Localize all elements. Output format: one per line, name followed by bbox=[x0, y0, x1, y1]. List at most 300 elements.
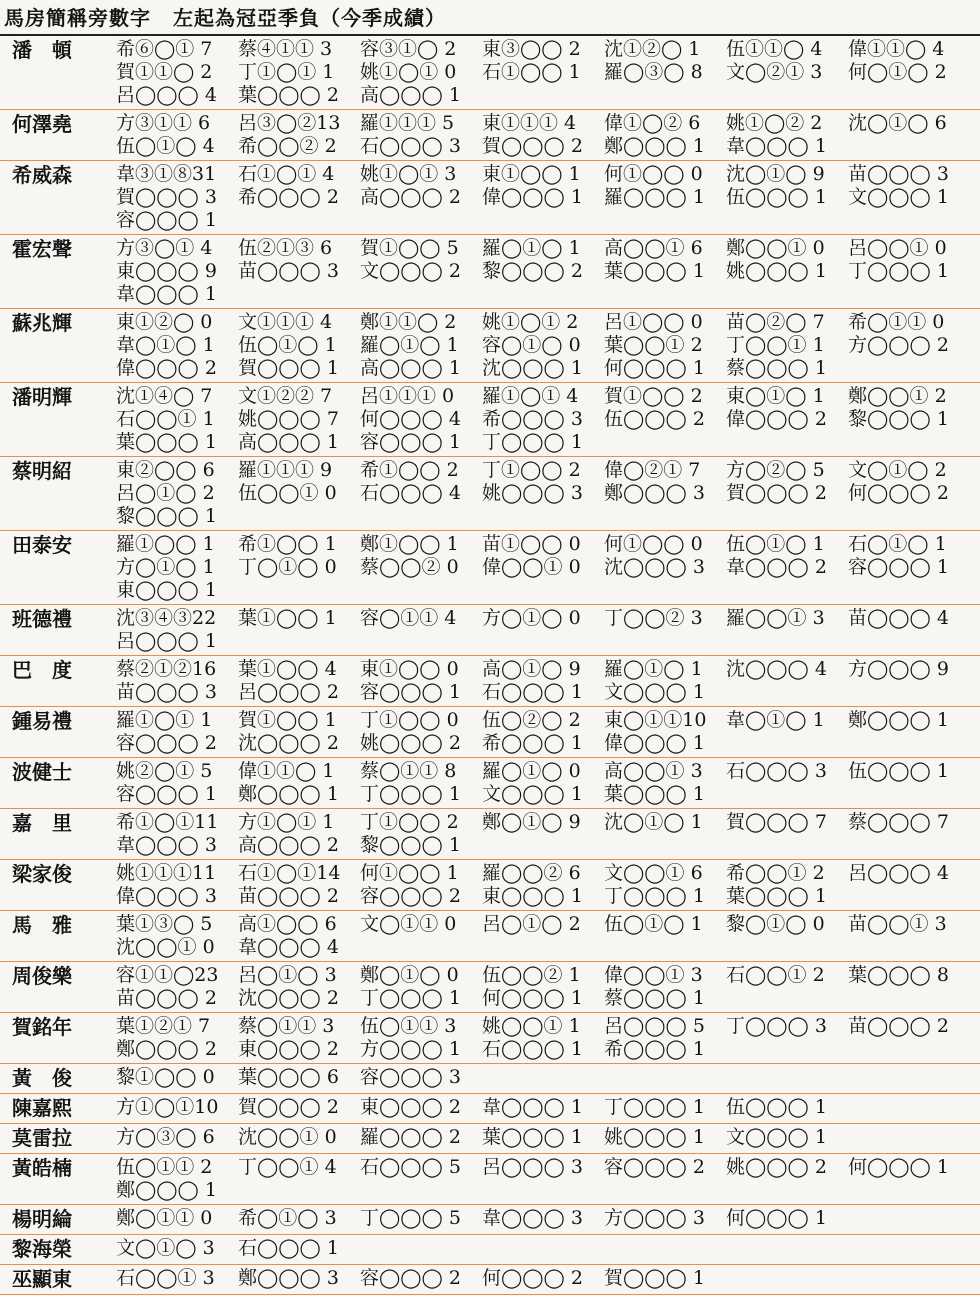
stable-stat: 丁◯◯◯ 1 bbox=[604, 1096, 705, 1118]
stable-stat: 丁①◯◯ 2 bbox=[360, 811, 459, 833]
stable-stat: 葉①③◯ 5 bbox=[116, 913, 213, 935]
stable-stat: 容◯◯◯ 2 bbox=[116, 732, 217, 754]
stable-stat: 希◯①◯ 3 bbox=[238, 1207, 337, 1229]
jockey-table bbox=[0, 36, 980, 1295]
jockey-row bbox=[0, 1013, 980, 1064]
stable-stat: 文◯◯◯ 1 bbox=[482, 783, 583, 805]
stable-stat: 姚◯◯◯ 1 bbox=[604, 1126, 705, 1148]
jockey-stats bbox=[116, 658, 980, 704]
jockey-name: 嘉 里 bbox=[12, 811, 72, 835]
stable-stat: 沈◯◯◯ 4 bbox=[726, 658, 827, 680]
jockey-stats bbox=[116, 38, 980, 107]
jockey-row bbox=[0, 235, 980, 309]
stable-stat: 賀◯◯◯ 3 bbox=[116, 186, 217, 208]
stable-stat: 賀◯◯◯ 2 bbox=[238, 1096, 339, 1118]
stable-stat: 葉◯◯◯ 1 bbox=[116, 431, 217, 453]
stable-stat: 葉①◯◯ 1 bbox=[238, 607, 337, 629]
stable-stat: 苗◯◯◯ 3 bbox=[116, 681, 217, 703]
stable-stat: 容◯①① 4 bbox=[360, 607, 457, 629]
jockey-row bbox=[0, 110, 980, 161]
stable-stat: 石◯◯◯ 4 bbox=[360, 482, 461, 504]
stable-stat: 希◯◯◯ 3 bbox=[482, 408, 583, 430]
jockey-stats bbox=[116, 112, 980, 158]
stable-stat: 方①◯①10 bbox=[116, 1096, 219, 1118]
stable-stat: 黎◯◯◯ 1 bbox=[360, 834, 461, 856]
jockey-stats bbox=[116, 607, 980, 653]
stable-stat: 黎◯◯◯ 2 bbox=[482, 260, 583, 282]
stable-stat: 文①②② 7 bbox=[238, 385, 333, 407]
stable-stat: 石◯◯◯ 1 bbox=[482, 681, 583, 703]
jockey-stats bbox=[116, 1015, 980, 1061]
jockey-row bbox=[0, 531, 980, 605]
stable-stat: 偉◯◯◯ 1 bbox=[482, 186, 583, 208]
stable-stat: 容◯◯◯ 1 bbox=[116, 209, 217, 231]
jockey-name: 波健士 bbox=[12, 760, 72, 784]
stable-stat: 姚①◯② 2 bbox=[726, 112, 823, 134]
stable-stat: 蔡②①②16 bbox=[116, 658, 217, 680]
stable-stat: 何◯◯◯ 2 bbox=[482, 1267, 583, 1289]
stable-stat: 蔡◯◯② 0 bbox=[360, 556, 459, 578]
stable-stat: 韋③①⑧31 bbox=[116, 163, 217, 185]
stable-stat: 東◯◯◯ 2 bbox=[238, 1038, 339, 1060]
stable-stat: 葉◯◯◯ 1 bbox=[482, 1126, 583, 1148]
jockey-name: 巴 度 bbox=[12, 658, 72, 682]
stable-stat: 伍◯◯② 1 bbox=[482, 964, 581, 986]
stable-stat: 方①◯① 1 bbox=[238, 811, 335, 833]
stable-stat: 蔡◯◯◯ 1 bbox=[726, 357, 827, 379]
stable-stat: 韋◯◯◯ 3 bbox=[482, 1207, 583, 1229]
stable-stat: 何◯◯◯ 1 bbox=[726, 1207, 827, 1229]
stable-stat: 東◯◯◯ 9 bbox=[116, 260, 217, 282]
stable-stat: 呂◯◯◯ 2 bbox=[238, 681, 339, 703]
stable-stat: 賀◯◯◯ 7 bbox=[726, 811, 827, 833]
stable-stat: 羅◯①◯ 1 bbox=[604, 658, 703, 680]
stable-stat: 姚◯◯① 1 bbox=[482, 1015, 581, 1037]
jockey-name: 馬 雅 bbox=[12, 913, 72, 937]
jockey-name: 賀銘年 bbox=[12, 1015, 72, 1039]
stable-stat: 希⑥◯① 7 bbox=[116, 38, 213, 60]
stable-stat: 沈①②◯ 1 bbox=[604, 38, 701, 60]
stable-stat: 何◯◯◯ 4 bbox=[360, 408, 461, 430]
jockey-stats bbox=[116, 1156, 980, 1202]
stable-stat: 羅①◯① 4 bbox=[482, 385, 579, 407]
jockey-row bbox=[0, 1235, 980, 1265]
stable-stat: 葉①②① 7 bbox=[116, 1015, 211, 1037]
stable-stat: 丁◯◯◯ 1 bbox=[360, 783, 461, 805]
jockey-stats bbox=[116, 459, 980, 528]
stable-stat: 姚◯◯◯ 7 bbox=[238, 408, 339, 430]
stable-stat: 賀◯◯◯ 1 bbox=[604, 1267, 705, 1289]
stable-stat: 韋◯◯◯ 4 bbox=[238, 936, 339, 958]
stable-stat: 伍◯①◯ 1 bbox=[604, 913, 703, 935]
stable-stat: 葉◯◯① 2 bbox=[604, 334, 703, 356]
jockey-row bbox=[0, 383, 980, 457]
stable-stat: 丁◯◯◯ 1 bbox=[482, 431, 583, 453]
jockey-row bbox=[0, 457, 980, 531]
stable-stat: 沈◯◯◯ 3 bbox=[604, 556, 705, 578]
stable-stat: 沈③④③22 bbox=[116, 607, 217, 629]
stable-stat: 東②◯◯ 6 bbox=[116, 459, 215, 481]
stable-stat: 羅◯①◯ 1 bbox=[360, 334, 459, 356]
stable-stat: 容◯◯◯ 2 bbox=[604, 1156, 705, 1178]
jockey-row bbox=[0, 962, 980, 1013]
stable-stat: 文◯◯① 6 bbox=[604, 862, 703, 884]
stable-stat: 姚①◯① 2 bbox=[482, 311, 579, 333]
stable-stat: 羅◯◯◯ 2 bbox=[360, 1126, 461, 1148]
stable-stat: 韋◯◯◯ 3 bbox=[116, 834, 217, 856]
stable-stat: 葉◯◯◯ 1 bbox=[604, 260, 705, 282]
stable-stat: 何◯◯◯ 1 bbox=[604, 357, 705, 379]
stable-stat: 方◯◯◯ 1 bbox=[360, 1038, 461, 1060]
stable-stat: 姚①◯① 0 bbox=[360, 61, 457, 83]
stable-stat: 黎①◯◯ 0 bbox=[116, 1066, 215, 1088]
stable-stat: 鄭◯◯① 0 bbox=[726, 237, 825, 259]
jockey-row bbox=[0, 1265, 980, 1295]
stable-stat: 石◯◯① 2 bbox=[726, 964, 825, 986]
jockey-row bbox=[0, 809, 980, 860]
stable-stat: 苗◯◯◯ 4 bbox=[848, 607, 949, 629]
stable-stat: 呂①◯◯ 0 bbox=[604, 311, 703, 333]
stable-stat: 高◯◯① 6 bbox=[604, 237, 703, 259]
stable-stat: 高◯◯◯ 1 bbox=[360, 357, 461, 379]
stable-stat: 東①②◯ 0 bbox=[116, 311, 213, 333]
stable-stat: 何①◯◯ 0 bbox=[604, 533, 703, 555]
jockey-row bbox=[0, 1205, 980, 1235]
stable-stat: 高◯①◯ 9 bbox=[482, 658, 581, 680]
stable-stat: 葉◯◯◯ 8 bbox=[848, 964, 949, 986]
stable-stat: 賀①◯◯ 5 bbox=[360, 237, 459, 259]
stable-stat: 丁①◯◯ 0 bbox=[360, 709, 459, 731]
stable-stat: 希◯◯◯ 2 bbox=[238, 186, 339, 208]
stable-stat: 丁◯◯① 1 bbox=[726, 334, 825, 356]
stable-stat: 呂◯◯◯ 3 bbox=[482, 1156, 583, 1178]
stable-stat: 鄭◯◯◯ 1 bbox=[238, 783, 339, 805]
stable-stat: 韋◯①◯ 1 bbox=[726, 709, 825, 731]
stable-stat: 何◯◯◯ 1 bbox=[848, 1156, 949, 1178]
stable-stat: 文①①① 4 bbox=[238, 311, 333, 333]
page-subtitle: 左起為冠亞季負（今季成績） bbox=[173, 6, 446, 30]
stable-stat: 韋◯①◯ 1 bbox=[116, 334, 215, 356]
stable-stat: 石◯◯① 1 bbox=[116, 408, 215, 430]
stable-stat: 何①◯◯ 1 bbox=[360, 862, 459, 884]
stable-stat: 希①◯◯ 1 bbox=[238, 533, 337, 555]
stable-stat: 羅◯◯① 3 bbox=[726, 607, 825, 629]
stable-stat: 姚◯◯◯ 1 bbox=[726, 260, 827, 282]
stable-stat: 偉◯◯① 0 bbox=[482, 556, 581, 578]
stable-stat: 偉①◯② 6 bbox=[604, 112, 701, 134]
stable-stat: 伍◯◯◯ 1 bbox=[726, 1096, 827, 1118]
stable-stat: 沈①④◯ 7 bbox=[116, 385, 213, 407]
stable-stat: 石◯◯◯ 3 bbox=[726, 760, 827, 782]
stable-stat: 希◯◯② 2 bbox=[238, 135, 337, 157]
jockey-row bbox=[0, 1094, 980, 1124]
stable-stat: 方◯◯◯ 9 bbox=[848, 658, 949, 680]
stable-stat: 東◯◯◯ 1 bbox=[482, 885, 583, 907]
stable-stat: 苗◯◯◯ 2 bbox=[116, 987, 217, 1009]
stable-stat: 方◯①◯ 0 bbox=[482, 607, 581, 629]
stable-stat: 鄭◯①◯ 9 bbox=[482, 811, 581, 833]
jockey-row bbox=[0, 1064, 980, 1094]
jockey-stats bbox=[116, 237, 980, 306]
page-header bbox=[0, 0, 980, 36]
stable-stat: 苗◯◯① 3 bbox=[848, 913, 947, 935]
jockey-name: 蘇兆輝 bbox=[12, 311, 72, 335]
jockey-name: 黎海榮 bbox=[12, 1237, 72, 1261]
stable-stat: 黎◯①◯ 0 bbox=[726, 913, 825, 935]
stable-stat: 沈◯◯① 0 bbox=[238, 1126, 337, 1148]
stable-stat: 容◯◯◯ 3 bbox=[360, 1066, 461, 1088]
jockey-name: 何澤堯 bbox=[12, 112, 72, 136]
stable-stat: 羅◯◯② 6 bbox=[482, 862, 581, 884]
stable-stat: 石◯◯◯ 3 bbox=[360, 135, 461, 157]
jockey-stats bbox=[116, 964, 980, 1010]
stable-stat: 沈◯①◯ 1 bbox=[604, 811, 703, 833]
jockey-row bbox=[0, 1124, 980, 1154]
stable-stat: 希①◯◯ 2 bbox=[360, 459, 459, 481]
stable-stat: 呂◯①◯ 2 bbox=[482, 913, 581, 935]
jockey-row bbox=[0, 605, 980, 656]
stable-stat: 文◯◯◯ 1 bbox=[848, 186, 949, 208]
jockey-name: 梁家俊 bbox=[12, 862, 72, 886]
stable-stat: 方◯①◯ 1 bbox=[116, 556, 215, 578]
jockey-stats bbox=[116, 760, 980, 806]
stable-stat: 鄭◯◯◯ 1 bbox=[116, 1179, 217, 1201]
stable-stat: 伍②①③ 6 bbox=[238, 237, 333, 259]
stable-stat: 容①①◯23 bbox=[116, 964, 219, 986]
stable-stat: 呂①①① 0 bbox=[360, 385, 455, 407]
stable-stat: 賀◯◯◯ 2 bbox=[726, 482, 827, 504]
stable-stat: 東③◯◯ 2 bbox=[482, 38, 581, 60]
stable-stat: 容◯◯◯ 2 bbox=[360, 1267, 461, 1289]
stable-stat: 呂◯◯◯ 4 bbox=[848, 862, 949, 884]
stable-stat: 方③①① 6 bbox=[116, 112, 211, 134]
stable-stat: 葉◯◯◯ 2 bbox=[238, 84, 339, 106]
stable-stat: 黎◯◯◯ 1 bbox=[116, 505, 217, 527]
stable-stat: 丁◯◯◯ 1 bbox=[604, 885, 705, 907]
stable-stat: 黎◯◯◯ 1 bbox=[848, 408, 949, 430]
stable-stat: 丁①◯① 1 bbox=[238, 61, 335, 83]
stable-stat: 何◯①◯ 2 bbox=[848, 61, 947, 83]
stable-stat: 伍◯◯① 0 bbox=[238, 482, 337, 504]
stable-stat: 東①◯◯ 1 bbox=[482, 163, 581, 185]
jockey-row bbox=[0, 309, 980, 383]
stable-stat: 丁◯◯◯ 1 bbox=[848, 260, 949, 282]
jockey-name: 希威森 bbox=[12, 163, 72, 187]
stable-stat: 文◯◯◯ 1 bbox=[604, 681, 705, 703]
page-title: 馬房簡稱旁數字 bbox=[4, 6, 151, 30]
stable-stat: 伍◯②◯ 2 bbox=[482, 709, 581, 731]
stable-stat: 伍①①◯ 4 bbox=[726, 38, 823, 60]
jockey-stats bbox=[116, 709, 980, 755]
stable-stat: 石◯◯◯ 1 bbox=[238, 1237, 339, 1259]
stable-stat: 容◯◯◯ 1 bbox=[360, 431, 461, 453]
stable-stat: 東①◯◯ 0 bbox=[360, 658, 459, 680]
stable-stat: 羅①◯① 1 bbox=[116, 709, 213, 731]
stable-stat: 偉①①◯ 1 bbox=[238, 760, 335, 782]
stable-stat: 苗◯◯◯ 2 bbox=[238, 885, 339, 907]
jockey-stats bbox=[116, 913, 980, 959]
stable-stat: 希◯◯① 2 bbox=[726, 862, 825, 884]
jockey-name: 田泰安 bbox=[12, 533, 72, 557]
stable-stat: 鄭◯◯◯ 3 bbox=[604, 482, 705, 504]
stable-stat: 沈◯◯◯ 1 bbox=[482, 357, 583, 379]
stable-stat: 容◯◯◯ 1 bbox=[360, 681, 461, 703]
stable-stat: 韋◯◯◯ 1 bbox=[726, 135, 827, 157]
stable-stat: 文◯①① 0 bbox=[360, 913, 457, 935]
jockey-stats bbox=[116, 1267, 980, 1292]
jockey-stats bbox=[116, 811, 980, 857]
jockey-stats bbox=[116, 311, 980, 380]
stable-stat: 伍◯①① 3 bbox=[360, 1015, 457, 1037]
jockey-row bbox=[0, 860, 980, 911]
stable-stat: 希◯◯◯ 1 bbox=[604, 1038, 705, 1060]
stable-stat: 東①①① 4 bbox=[482, 112, 577, 134]
stable-stat: 韋◯◯◯ 2 bbox=[726, 556, 827, 578]
jockey-name: 潘 頓 bbox=[12, 38, 72, 62]
stable-stat: 希◯◯◯ 1 bbox=[482, 732, 583, 754]
jockey-row bbox=[0, 656, 980, 707]
jockey-row bbox=[0, 911, 980, 962]
stable-stat: 鄭①◯◯ 1 bbox=[360, 533, 459, 555]
jockey-row bbox=[0, 36, 980, 110]
stable-stat: 羅①①① 9 bbox=[238, 459, 333, 481]
stable-stat: 賀①◯◯ 2 bbox=[604, 385, 703, 407]
stable-stat: 沈◯◯① 0 bbox=[116, 936, 215, 958]
stable-stat: 丁◯◯◯ 3 bbox=[726, 1015, 827, 1037]
stable-stat: 葉◯◯◯ 6 bbox=[238, 1066, 339, 1088]
stable-stat: 鄭◯◯◯ 3 bbox=[238, 1267, 339, 1289]
stable-stat: 韋◯◯◯ 1 bbox=[116, 283, 217, 305]
stable-stat: 偉◯◯◯ 3 bbox=[116, 885, 217, 907]
stable-stat: 伍◯◯◯ 1 bbox=[848, 760, 949, 782]
jockey-stats bbox=[116, 533, 980, 602]
stable-stat: 容◯◯◯ 1 bbox=[848, 556, 949, 578]
stable-stat: 丁◯◯◯ 1 bbox=[360, 987, 461, 1009]
stable-stat: 鄭◯①① 0 bbox=[116, 1207, 213, 1229]
stable-stat: 韋◯◯◯ 1 bbox=[482, 1096, 583, 1118]
stable-stat: 丁◯◯◯ 5 bbox=[360, 1207, 461, 1229]
stable-stat: 羅◯①◯ 0 bbox=[482, 760, 581, 782]
stable-stat: 希①◯①11 bbox=[116, 811, 219, 833]
stable-stat: 苗①◯◯ 0 bbox=[482, 533, 581, 555]
jockey-name: 莫雷拉 bbox=[12, 1126, 72, 1150]
stable-stat: 鄭◯◯◯ 1 bbox=[848, 709, 949, 731]
stable-stat: 羅◯③◯ 8 bbox=[604, 61, 703, 83]
stable-stat: 偉◯②① 7 bbox=[604, 459, 701, 481]
stable-stat: 姚①◯① 3 bbox=[360, 163, 457, 185]
stable-stat: 高◯◯◯ 2 bbox=[238, 834, 339, 856]
stable-stat: 蔡◯①① 3 bbox=[238, 1015, 335, 1037]
stable-stat: 姚◯◯◯ 3 bbox=[482, 482, 583, 504]
stable-stat: 石◯◯◯ 5 bbox=[360, 1156, 461, 1178]
jockey-name: 班德禮 bbox=[12, 607, 72, 631]
stable-stat: 鄭◯◯◯ 1 bbox=[604, 135, 705, 157]
jockey-name: 霍宏聲 bbox=[12, 237, 72, 261]
stable-stat: 苗◯◯◯ 3 bbox=[238, 260, 339, 282]
stable-stat: 東◯①◯ 1 bbox=[726, 385, 825, 407]
jockey-stats bbox=[116, 163, 980, 232]
stable-stat: 石①◯①14 bbox=[238, 862, 341, 884]
stable-stat: 高◯◯◯ 2 bbox=[360, 186, 461, 208]
stable-stat: 葉①◯◯ 4 bbox=[238, 658, 337, 680]
jockey-name: 巫顯東 bbox=[12, 1267, 72, 1291]
stable-stat: 丁◯①◯ 0 bbox=[238, 556, 337, 578]
stable-stat: 方③◯① 4 bbox=[116, 237, 213, 259]
stable-stat: 方◯◯◯ 3 bbox=[604, 1207, 705, 1229]
stable-stat: 高①◯◯ 6 bbox=[238, 913, 337, 935]
stable-stat: 沈◯①◯ 6 bbox=[848, 112, 947, 134]
stable-stat: 文◯①◯ 2 bbox=[848, 459, 947, 481]
stable-stat: 伍◯◯◯ 1 bbox=[726, 186, 827, 208]
jockey-stats bbox=[116, 1207, 980, 1232]
stable-stat: 伍◯①◯ 4 bbox=[116, 135, 215, 157]
jockey-stats bbox=[116, 1066, 980, 1091]
stable-stat: 姚◯◯◯ 2 bbox=[360, 732, 461, 754]
jockey-name: 鍾易禮 bbox=[12, 709, 72, 733]
stable-stat: 伍◯①◯ 1 bbox=[238, 334, 337, 356]
stable-stat: 偉①①◯ 4 bbox=[848, 38, 945, 60]
stable-stat: 高◯◯① 3 bbox=[604, 760, 703, 782]
stable-stat: 高◯◯◯ 1 bbox=[360, 84, 461, 106]
jockey-name: 黃 俊 bbox=[12, 1066, 72, 1090]
stable-stat: 蔡◯◯◯ 1 bbox=[604, 987, 705, 1009]
stable-stat: 鄭◯◯① 2 bbox=[848, 385, 947, 407]
stable-stat: 方◯◯◯ 2 bbox=[848, 334, 949, 356]
stable-stat: 賀①◯◯ 1 bbox=[238, 709, 337, 731]
stable-stat: 石①◯① 4 bbox=[238, 163, 335, 185]
stable-stat: 鄭◯①◯ 0 bbox=[360, 964, 459, 986]
jockey-stats bbox=[116, 1096, 980, 1121]
stable-stat: 東◯◯◯ 2 bbox=[360, 1096, 461, 1118]
stable-stat: 姚①①①11 bbox=[116, 862, 217, 884]
stable-stat: 容◯◯◯ 2 bbox=[360, 885, 461, 907]
stable-stat: 容◯①◯ 0 bbox=[482, 334, 581, 356]
jockey-name: 周俊樂 bbox=[12, 964, 72, 988]
stable-stat: 呂◯①◯ 2 bbox=[116, 482, 215, 504]
stable-stat: 高◯◯◯ 1 bbox=[238, 431, 339, 453]
stable-stat: 呂◯◯① 0 bbox=[848, 237, 947, 259]
stable-stat: 姚②◯① 5 bbox=[116, 760, 213, 782]
stable-stat: 石◯◯① 3 bbox=[116, 1267, 215, 1289]
stable-stat: 呂◯①◯ 3 bbox=[238, 964, 337, 986]
stable-stat: 蔡④①① 3 bbox=[238, 38, 333, 60]
stable-stat: 東◯①①10 bbox=[604, 709, 707, 731]
jockey-name: 蔡明紹 bbox=[12, 459, 72, 483]
stable-stat: 鄭◯◯◯ 2 bbox=[116, 1038, 217, 1060]
stable-stat: 容③①◯ 2 bbox=[360, 38, 457, 60]
jockey-stats bbox=[116, 1126, 980, 1151]
stable-stat: 伍◯①◯ 1 bbox=[726, 533, 825, 555]
jockey-row bbox=[0, 758, 980, 809]
stable-stat: 沈◯①◯ 9 bbox=[726, 163, 825, 185]
stable-stat: 偉◯◯◯ 2 bbox=[116, 357, 217, 379]
stable-stat: 羅◯①◯ 1 bbox=[482, 237, 581, 259]
stable-stat: 賀◯◯◯ 1 bbox=[238, 357, 339, 379]
stable-stat: 偉◯◯◯ 1 bbox=[604, 732, 705, 754]
jockey-name: 陳嘉熙 bbox=[12, 1096, 72, 1120]
stable-stat: 丁①◯◯ 2 bbox=[482, 459, 581, 481]
stable-stat: 石◯①◯ 1 bbox=[848, 533, 947, 555]
stable-stat: 沈◯◯◯ 2 bbox=[238, 732, 339, 754]
stable-stat: 呂◯◯◯ 4 bbox=[116, 84, 217, 106]
stable-stat: 文◯◯◯ 2 bbox=[360, 260, 461, 282]
jockey-stats bbox=[116, 862, 980, 908]
stable-stat: 賀①①◯ 2 bbox=[116, 61, 213, 83]
stable-stat: 文◯◯◯ 1 bbox=[726, 1126, 827, 1148]
stable-stat: 賀◯◯◯ 2 bbox=[482, 135, 583, 157]
stable-stat: 伍◯①① 2 bbox=[116, 1156, 213, 1178]
stable-stat: 文◯①◯ 3 bbox=[116, 1237, 215, 1259]
